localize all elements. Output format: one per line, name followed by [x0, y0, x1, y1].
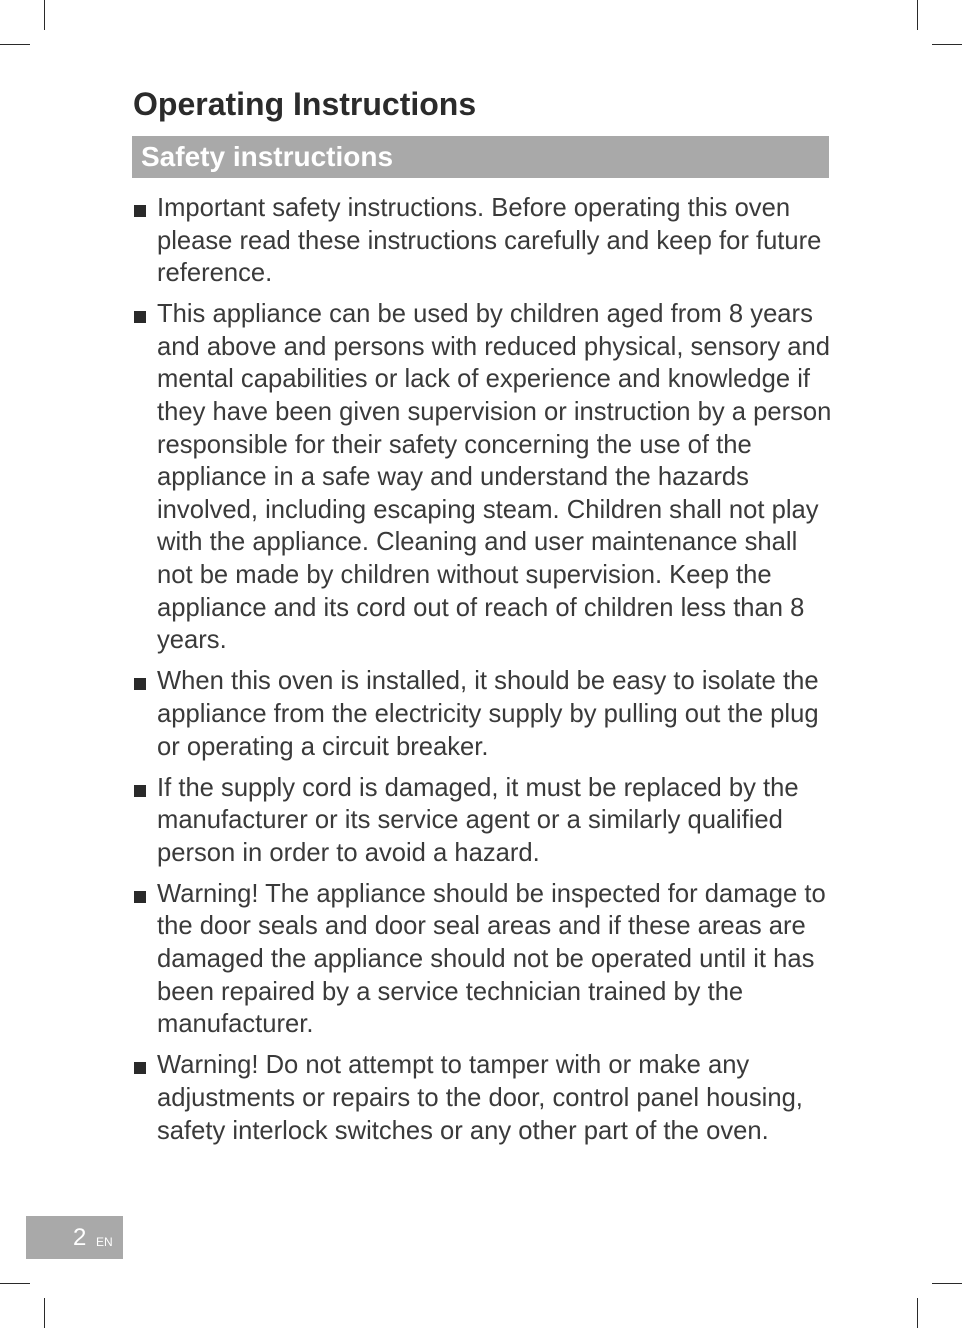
list-item — [132, 298, 832, 657]
square-bullet-icon — [134, 891, 146, 903]
list-item — [132, 878, 832, 1041]
crop-mark-bottom-right-vertical — [917, 1298, 918, 1328]
section-header-bar — [132, 136, 829, 178]
section-title: Safety instructions — [141, 141, 394, 172]
page-language: EN — [96, 1235, 113, 1249]
list-item — [132, 192, 832, 290]
list-item-text: If the supply cord is damaged, it must be replaced by the manufacturer or its service agent or a similarly qualified person in order to avoid a hazard. — [157, 773, 799, 867]
crop-mark-bottom-left-vertical — [44, 1298, 45, 1328]
list-item-text: Warning! Do not attempt to tamper with or make any adjustments or repairs to the door, control panel housing, safety interlock switches or any other part of the oven. — [157, 1051, 803, 1145]
crop-mark-top-left-vertical — [44, 0, 45, 30]
page-title: Operating Instructions — [133, 86, 477, 122]
page-number: 2 — [73, 1224, 87, 1251]
crop-mark-top-right-vertical — [917, 0, 918, 30]
crop-mark-top-left-horizontal — [0, 44, 30, 45]
square-bullet-icon — [134, 785, 146, 797]
square-bullet-icon — [134, 678, 146, 690]
crop-mark-top-right-horizontal — [932, 44, 962, 45]
square-bullet-icon — [134, 205, 146, 217]
list-item-text: Important safety instructions. Before operating this oven please read these instructions carefully and keep for future reference. — [157, 194, 822, 288]
safety-instructions-list — [132, 192, 832, 1156]
list-item-text: Warning! The appliance should be inspected for damage to the door seals and door seal areas and if these areas are damaged the appliance should not be operated until it has been repaired by a service technician trained by the manufacturer. — [157, 879, 826, 1039]
crop-mark-bottom-left-horizontal — [0, 1283, 30, 1284]
list-item — [132, 1049, 832, 1147]
square-bullet-icon — [134, 1062, 146, 1074]
list-item-text: This appliance can be used by children aged from 8 years and above and persons with reduced physical, sensory and mental capabilities or lack of experience and knowledge if they have been given supervision or instruction by a person responsible for their safety concerning the use of the appliance in a safe way and understand the hazards involved, including escaping steam. Children shall not play with the appliance. Cleaning and user maintenance shall not be made by children without supervision. Keep the appliance and its cord out of reach of children less than 8 years. — [157, 300, 832, 655]
crop-mark-bottom-right-horizontal — [932, 1283, 962, 1284]
page-number-tab — [26, 1216, 123, 1259]
list-item — [132, 772, 832, 870]
square-bullet-icon — [134, 311, 146, 323]
list-item-text: When this oven is installed, it should be easy to isolate the appliance from the electricity supply by pulling out the plug or operating a circuit breaker. — [157, 667, 819, 761]
list-item — [132, 665, 832, 763]
